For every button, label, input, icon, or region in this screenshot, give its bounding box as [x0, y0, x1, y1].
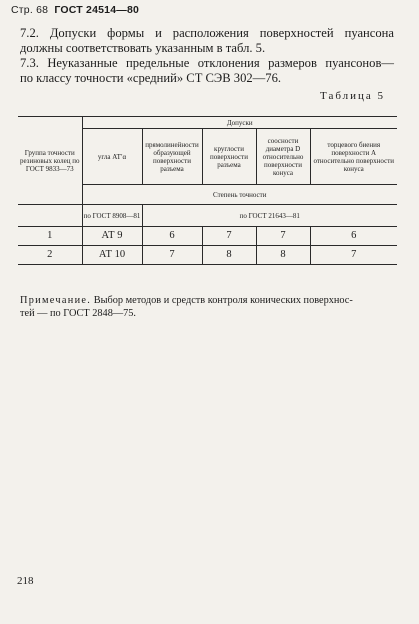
- cell-angle: АТ 9: [82, 227, 142, 246]
- col-runout-header: торцевого биения поверхности А относительно поверхности конуса: [310, 129, 397, 185]
- table-note: [20, 294, 395, 320]
- paragraph-7-2: [20, 26, 394, 56]
- cell-runout: 6: [310, 227, 397, 246]
- cell-roundness: 7: [202, 227, 256, 246]
- degree-header: Степень точности: [82, 185, 397, 205]
- table-row: [18, 227, 397, 246]
- paragraph-7-2-line-1: 7.2. Допуски формы и расположения поверхностей пуансона: [20, 26, 394, 40]
- table-row: [18, 246, 397, 265]
- paragraph-7-2-line-2: должны соответствовать указанным в табл. 5.: [20, 41, 266, 55]
- note-label: Примечание.: [20, 295, 92, 306]
- cell-roundness: 8: [202, 246, 256, 265]
- cell-group: 1: [18, 227, 82, 246]
- cell-runout: 7: [310, 246, 397, 265]
- cell-coaxiality: 7: [256, 227, 310, 246]
- cell-group: 2: [18, 246, 82, 265]
- tolerances-header: Допуски: [82, 117, 397, 129]
- col-roundness-header: круглости поверхности разъема: [202, 129, 256, 185]
- cell-straightness: 6: [142, 227, 202, 246]
- standard-number: ГОСТ 24514—80: [54, 4, 140, 16]
- col-coaxiality-header: соосности диаметра D относительно поверхности конуса: [256, 129, 310, 185]
- group-header: Группа точности резиновых колец по ГОСТ 9833—73: [18, 117, 82, 205]
- paragraph-7-3-line-1: 7.3. Неуказанные предельные отклонения размеров пуансонов—: [20, 56, 394, 70]
- page-number: 218: [17, 575, 34, 587]
- paragraph-7-3: [20, 56, 394, 86]
- ref-rest: по ГОСТ 21643—81: [142, 205, 397, 227]
- group-ref-spacer: [18, 205, 82, 227]
- col-angle-header: угла АТ′α: [82, 129, 142, 185]
- note-text-1: Выбор методов и средств контроля конических поверхнос-: [91, 295, 353, 306]
- col-straightness-header: прямолинейности образующей поверхности разъема: [142, 129, 202, 185]
- cell-angle: АТ 10: [82, 246, 142, 265]
- page-label: Стр. 68: [11, 4, 49, 16]
- tolerance-table: [18, 116, 397, 265]
- cell-straightness: 7: [142, 246, 202, 265]
- note-text-2: тей — по ГОСТ 2848—75.: [20, 308, 137, 319]
- page-header: [11, 4, 139, 16]
- cell-coaxiality: 8: [256, 246, 310, 265]
- ref-first: по ГОСТ 8908—81: [82, 205, 142, 227]
- paragraph-7-3-line-2: по классу точности «средний» СТ СЭВ 302—76.: [20, 71, 282, 85]
- table-caption: Таблица 5: [320, 90, 386, 102]
